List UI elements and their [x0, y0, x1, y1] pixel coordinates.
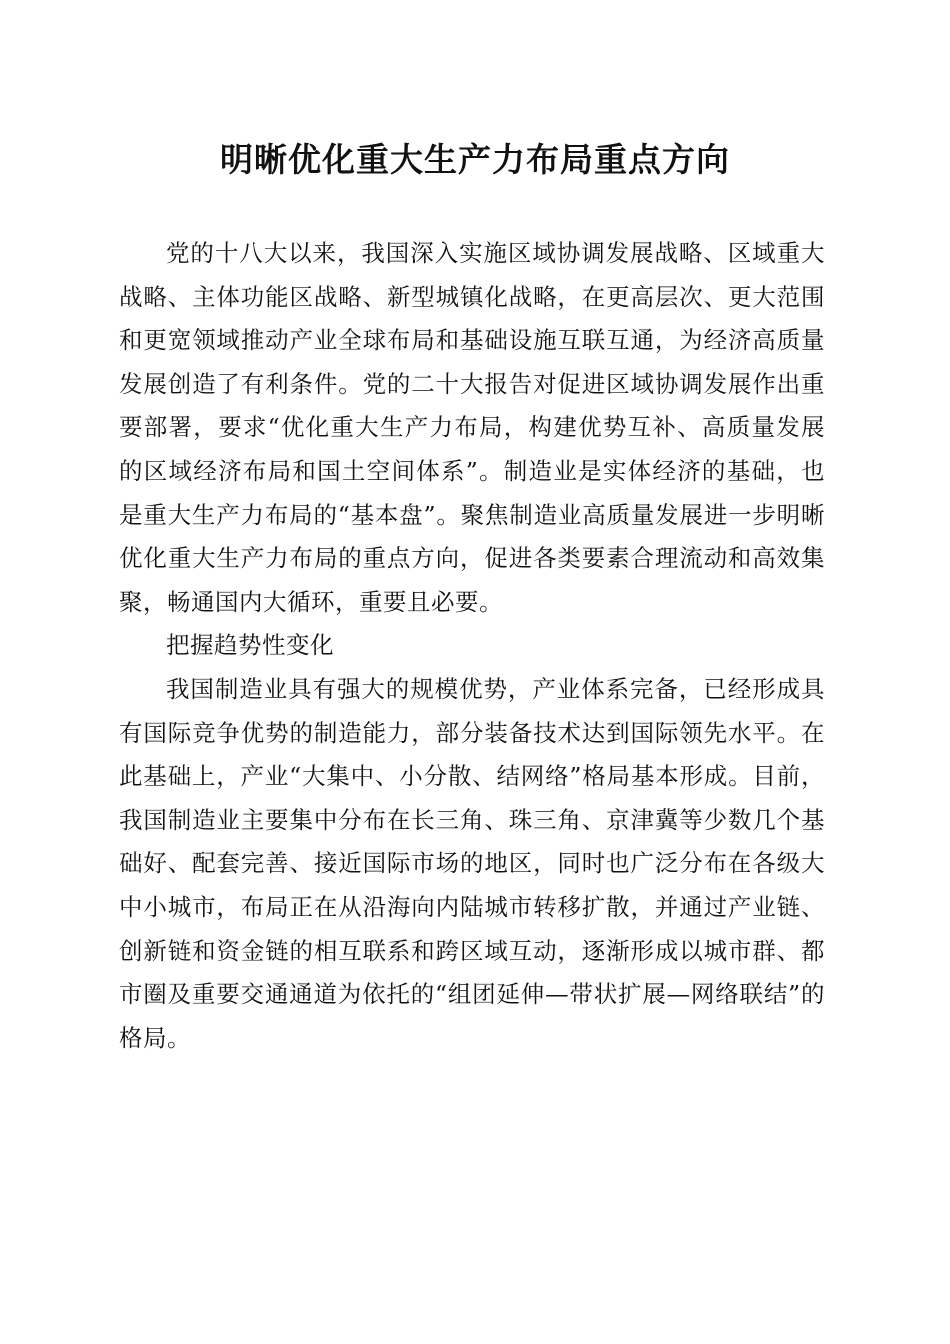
paragraph-trends: 我国制造业具有强大的规模优势，产业体系完备，已经形成具有国际竞争优势的制造能力，部分装备技术达到国际领先水平。在此基础上，产业“大集中、小分散、结网络”格局基本形成。目前，我国制造业主要集中分布在长三角、珠三角、京津冀等少数几个基础好、配套完善、接近国际市场的地区，同时也广泛分布在各级大中小城市，布局正在从沿海向内陆城市转移扩散，并通过产业链、创新链和资金链的相互联系和跨区域互动，逐渐形成以城市群、都市圈及重要交通通道为依托的“组团延伸—带状扩展—网络联结”的格局。	[119, 674, 825, 1052]
document-body	[119, 232, 825, 1060]
section-heading: 把握趋势性变化	[166, 631, 334, 660]
paragraph-intro: 党的十八大以来，我国深入实施区域协调发展战略、区域重大战略、主体功能区战略、新型城镇化战略，在更高层次、更大范围和更宽领域推动产业全球布局和基础设施互联互通，为经济高质量发展创造了有利条件。党的二十大报告对促进区域协调发展作出重要部署，要求“优化重大生产力布局，构建优势互补、高质量发展的区域经济布局和国土空间体系”。制造业是实体经济的基础，也是重大生产力布局的“基本盘”。聚焦制造业高质量发展进一步明晰优化重大生产力布局的重点方向，促进各类要素合理流动和高效集聚，畅通国内大循环，重要且必要。	[119, 239, 825, 616]
document-title: 明晰优化重大生产力布局重点方向	[220, 140, 730, 179]
